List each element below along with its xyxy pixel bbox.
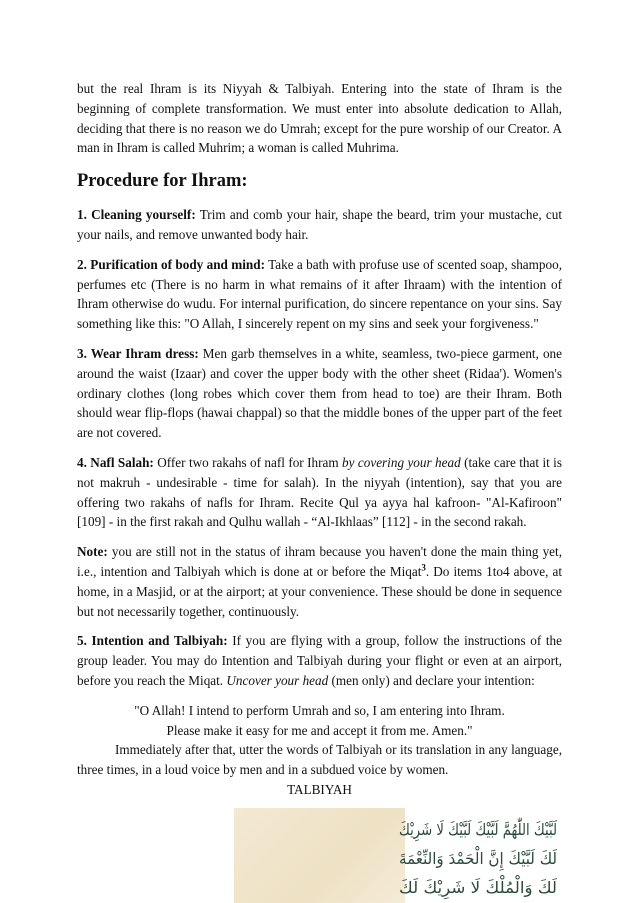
- document-page: [77, 79, 591, 903]
- step-5-text-b: (men only) and declare your intention:: [328, 672, 535, 688]
- step-5-text-a: If you are flying with a group, follow the instructions of the group leader. You may do Intention and Talbiyah during your flight or even at an airport, before you reach the Miqat.: [77, 633, 563, 688]
- step-3-text: Men garb themselves in a white, seamless, two-piece garment, one around the waist (Izaar) and cover the upper body with the other sheet (Ridaa'). Women's ordinary clothes (long robes which cover them from head to toe) are their Ihram. Both should wear flip-flops (hawai chappal) so that the middle bones of the upper part of the feet are not covered.: [77, 345, 563, 441]
- talbiyah-instruction: Immediately after that, utter the words of Talbiyah or its translation in any language, three times, in a loud voice by men and in a subdued voice by women.: [77, 742, 562, 778]
- intention-quote-line-1: "O Allah! I intend to perform Umrah and so, I am entering into Ihram.: [134, 702, 505, 718]
- step-1-text: Trim and comb your hair, shape the beard, trim your mustache, cut your nails, and remove unwanted body hair.: [77, 207, 562, 242]
- step-3-label: 3. Wear Ihram dress:: [77, 345, 199, 361]
- talbiyah-line-1: لَبَّيْكَ اللّٰهُمَّ لَبَّيْكَ لَبَّيْكَ لَا شَرِيْكَ: [399, 819, 591, 839]
- talbiyah-line-3: لَكَ وَالْمُلْكَ لَا شَرِيْكَ لَكَ: [399, 877, 551, 897]
- step-1-label: 1. Cleaning yourself:: [77, 207, 196, 223]
- intro-paragraph: but the real Ihram is its Niyyah & Talbiyah. Entering into the state of Ihram is the beginning of complete transformation. We must enter into absolute dedication to Allah, deciding that there is no reason we do Umrah; except for the pure worship of our Creator. A man in Ihram is called Muhrim; a woman is called Muhrima.: [77, 81, 562, 156]
- step-4-text-a: Offer two rakahs of nafl for Ihram: [153, 454, 343, 470]
- note-paragraph: [77, 542, 562, 621]
- note-text-b: . Do items 1to4 above, at home, in a Masjid, or at the airport; at your convenience. These should be done in sequence but not necessarily together, continuously.: [77, 563, 563, 619]
- note-text-a: you are still not in the status of ihram because you haven't done the main thing yet, i.e., intention and Talbiyah which is done at or before the Miqat: [77, 544, 562, 579]
- step-1-paragraph: [77, 205, 562, 245]
- step-5-label: 5. Intention and Talbiyah:: [77, 633, 228, 649]
- note-label: Note:: [77, 544, 108, 560]
- talbiyah-title: TALBIYAH: [287, 781, 352, 797]
- step-4-italic: by covering your head: [342, 454, 461, 470]
- talbiyah-calligraphy-image: [234, 808, 591, 903]
- step-5-italic: Uncover your head: [226, 672, 329, 688]
- section-heading: Procedure for Ihram:: [77, 171, 248, 192]
- step-4-paragraph: [77, 453, 562, 532]
- intention-quote-line-2: Please make it easy for me and accept it from me. Amen.": [166, 722, 473, 738]
- step-2-label: 2. Purification of body and mind:: [77, 256, 265, 272]
- talbiyah-line-2: لَكَ لَبَّيْكَ إِنَّ الْحَمْدَ وَالنِّعْمَةَ: [399, 848, 567, 868]
- step-5-paragraph: [77, 631, 562, 690]
- step-2-paragraph: [77, 255, 562, 334]
- step-3-paragraph: [77, 344, 562, 443]
- step-2-text: Take a bath with profuse use of scented soap, shampoo, perfumes etc (There is no harm in what remains of it after Ihraam) with the intention of Ihram otherwise do wudu. For internal purification, do sincere repentance on your sins. Say something like this: "O Allah, I sincerely repent on my sins and seek your forgiveness.": [77, 256, 562, 332]
- footnote-ref[interactable]: 3: [421, 562, 426, 573]
- step-4-label: 4. Nafl Salah:: [77, 454, 154, 470]
- talbiyah-calligraphy: [234, 808, 591, 903]
- step-4-text-b: (take care that it is not makruh - undesirable - time for salah). In the niyyah (intention), say that you are offering two rakahs of nafls for Ihram. Recite Qul ya ayya hal kafroon- "Al-Kafiroon" [109] - in the first rakah and Qulhu wallah - “Al-Ikhlaas” [112] - in the second rakah.: [77, 454, 562, 530]
